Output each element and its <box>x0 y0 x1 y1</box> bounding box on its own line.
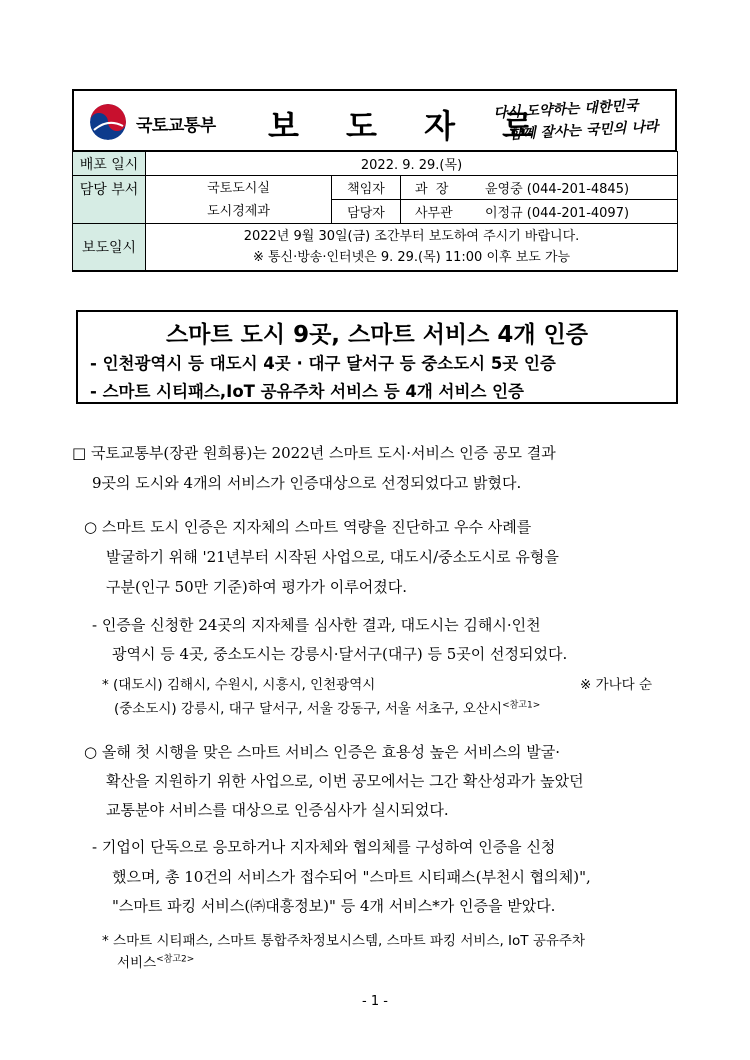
paragraph-4-line-2: 확산을 지원하기 위한 사업으로, 이번 공모에서는 그간 확산성과가 높았던 <box>106 772 584 790</box>
slogan-line-1: 다시 도약하는 대한민국 <box>493 97 639 122</box>
headline-sub-2: - 스마트 시티패스,IoT 공유주차 서비스 등 4개 서비스 인증 <box>90 382 525 401</box>
distribution-date-label: 배포 일시 <box>73 152 146 176</box>
release-time-value <box>146 224 678 272</box>
headline-main: 스마트 도시 9곳, 스마트 서비스 4개 인증 <box>165 322 589 348</box>
department-name <box>146 176 332 224</box>
release-time-line-1: 2022년 9월 30일(금) 조간부터 보도하여 주시기 바랍니다. <box>243 229 580 244</box>
department-name-line-1: 국토도시실 <box>207 180 270 196</box>
release-time-label: 보도일시 <box>73 224 146 272</box>
staff-label: 담당자 <box>332 200 401 224</box>
release-info-table <box>72 151 678 272</box>
release-time-line-2: ※ 통신·방송·인터넷은 9. 29.(목) 11:00 이후 보도 가능 <box>252 250 571 265</box>
footnote-1-line-2 <box>114 697 540 717</box>
paragraph-4-line-3: 교통분야 서비스를 대상으로 인증심사가 실시되었다. <box>106 801 449 819</box>
paragraph-5-line-2: 했으며, 총 10건의 서비스가 접수되어 "스마트 시티패스(부천시 협의체)", <box>112 868 591 886</box>
government-emblem-icon <box>90 104 126 140</box>
paragraph-5-line-1: - 기업이 단독으로 응모하거나 지자체와 협의체를 구성하여 인증을 신청 <box>92 838 556 856</box>
staff-name-phone: 이정규 (044-201-4097) <box>485 206 630 221</box>
footnote-1-line-1: * (대도시) 김해시, 수원시, 시흥시, 인천광역시 <box>102 677 376 693</box>
paragraph-2-line-2: 발굴하기 위해 '21년부터 시작된 사업으로, 대도시/중소도시로 유형을 <box>106 548 559 566</box>
responsible-label: 책임자 <box>332 176 401 200</box>
department-label: 담당 부서 <box>73 176 146 224</box>
reference-1-tag: <참고1> <box>502 700 541 711</box>
slogan-line-2: 함께 잘사는 국민의 나라 <box>508 118 659 143</box>
footnote-1-sort-note: ※ 가나다 순 <box>580 677 653 693</box>
footnote-2-line-1: * 스마트 시티패스, 스마트 통합주차정보시스템, 스마트 파킹 서비스, IoT 공유주차 <box>102 933 586 949</box>
responsible-contact <box>401 176 678 200</box>
press-release-title: 보 도 자 료 <box>268 107 552 145</box>
paragraph-2-line-3: 구분(인구 50만 기준)하여 평가가 이루어졌다. <box>106 578 407 596</box>
ministry-name: 국토교통부 <box>136 116 216 136</box>
paragraph-5-line-3: "스마트 파킹 서비스(㈜대흥정보)" 등 4개 서비스*가 인증을 받았다. <box>112 897 556 915</box>
paragraph-1-line-1: □ 국토교통부(장관 원희룡)는 2022년 스마트 도시·서비스 인증 공모 결과 <box>72 444 556 462</box>
reference-2-tag: <참고2> <box>156 954 195 965</box>
government-slogan <box>493 94 665 147</box>
staff-title: 사무관 <box>415 206 453 221</box>
paragraph-3-line-1: - 인증을 신청한 24곳의 지자체를 심사한 결과, 대도시는 김해시·인천 <box>92 616 541 634</box>
paragraph-2-line-1: ○ 스마트 도시 인증은 지자체의 스마트 역량을 진단하고 우수 사례를 <box>84 518 532 536</box>
distribution-date-value: 2022. 9. 29.(목) <box>146 152 678 176</box>
responsible-name-phone: 윤영중 (044-201-4845) <box>485 182 630 197</box>
headline-sub-1: - 인천광역시 등 대도시 4곳 · 대구 달서구 등 중소도시 5곳 인증 <box>90 354 556 373</box>
footnote-2-line-2 <box>117 951 194 971</box>
paragraph-4-line-1: ○ 올해 첫 시행을 맞은 스마트 서비스 인증은 효용성 높은 서비스의 발굴· <box>84 743 561 761</box>
footnote-1-line-2-text: (중소도시) 강릉시, 대구 달서구, 서울 강동구, 서울 서초구, 오산시 <box>114 701 503 717</box>
footnote-2-line-2-text: 서비스 <box>117 955 157 971</box>
paragraph-1-line-2: 9곳의 도시와 4개의 서비스가 인증대상으로 선정되었다고 밝혔다. <box>92 474 522 492</box>
page-number: - 1 - <box>362 994 388 1009</box>
responsible-title: 과 장 <box>415 182 449 197</box>
paragraph-3-line-2: 광역시 등 4곳, 중소도시는 강릉시·달서구(대구) 등 5곳이 선정되었다. <box>112 645 568 663</box>
department-name-line-2: 도시경제과 <box>207 203 270 219</box>
staff-contact <box>401 200 678 224</box>
